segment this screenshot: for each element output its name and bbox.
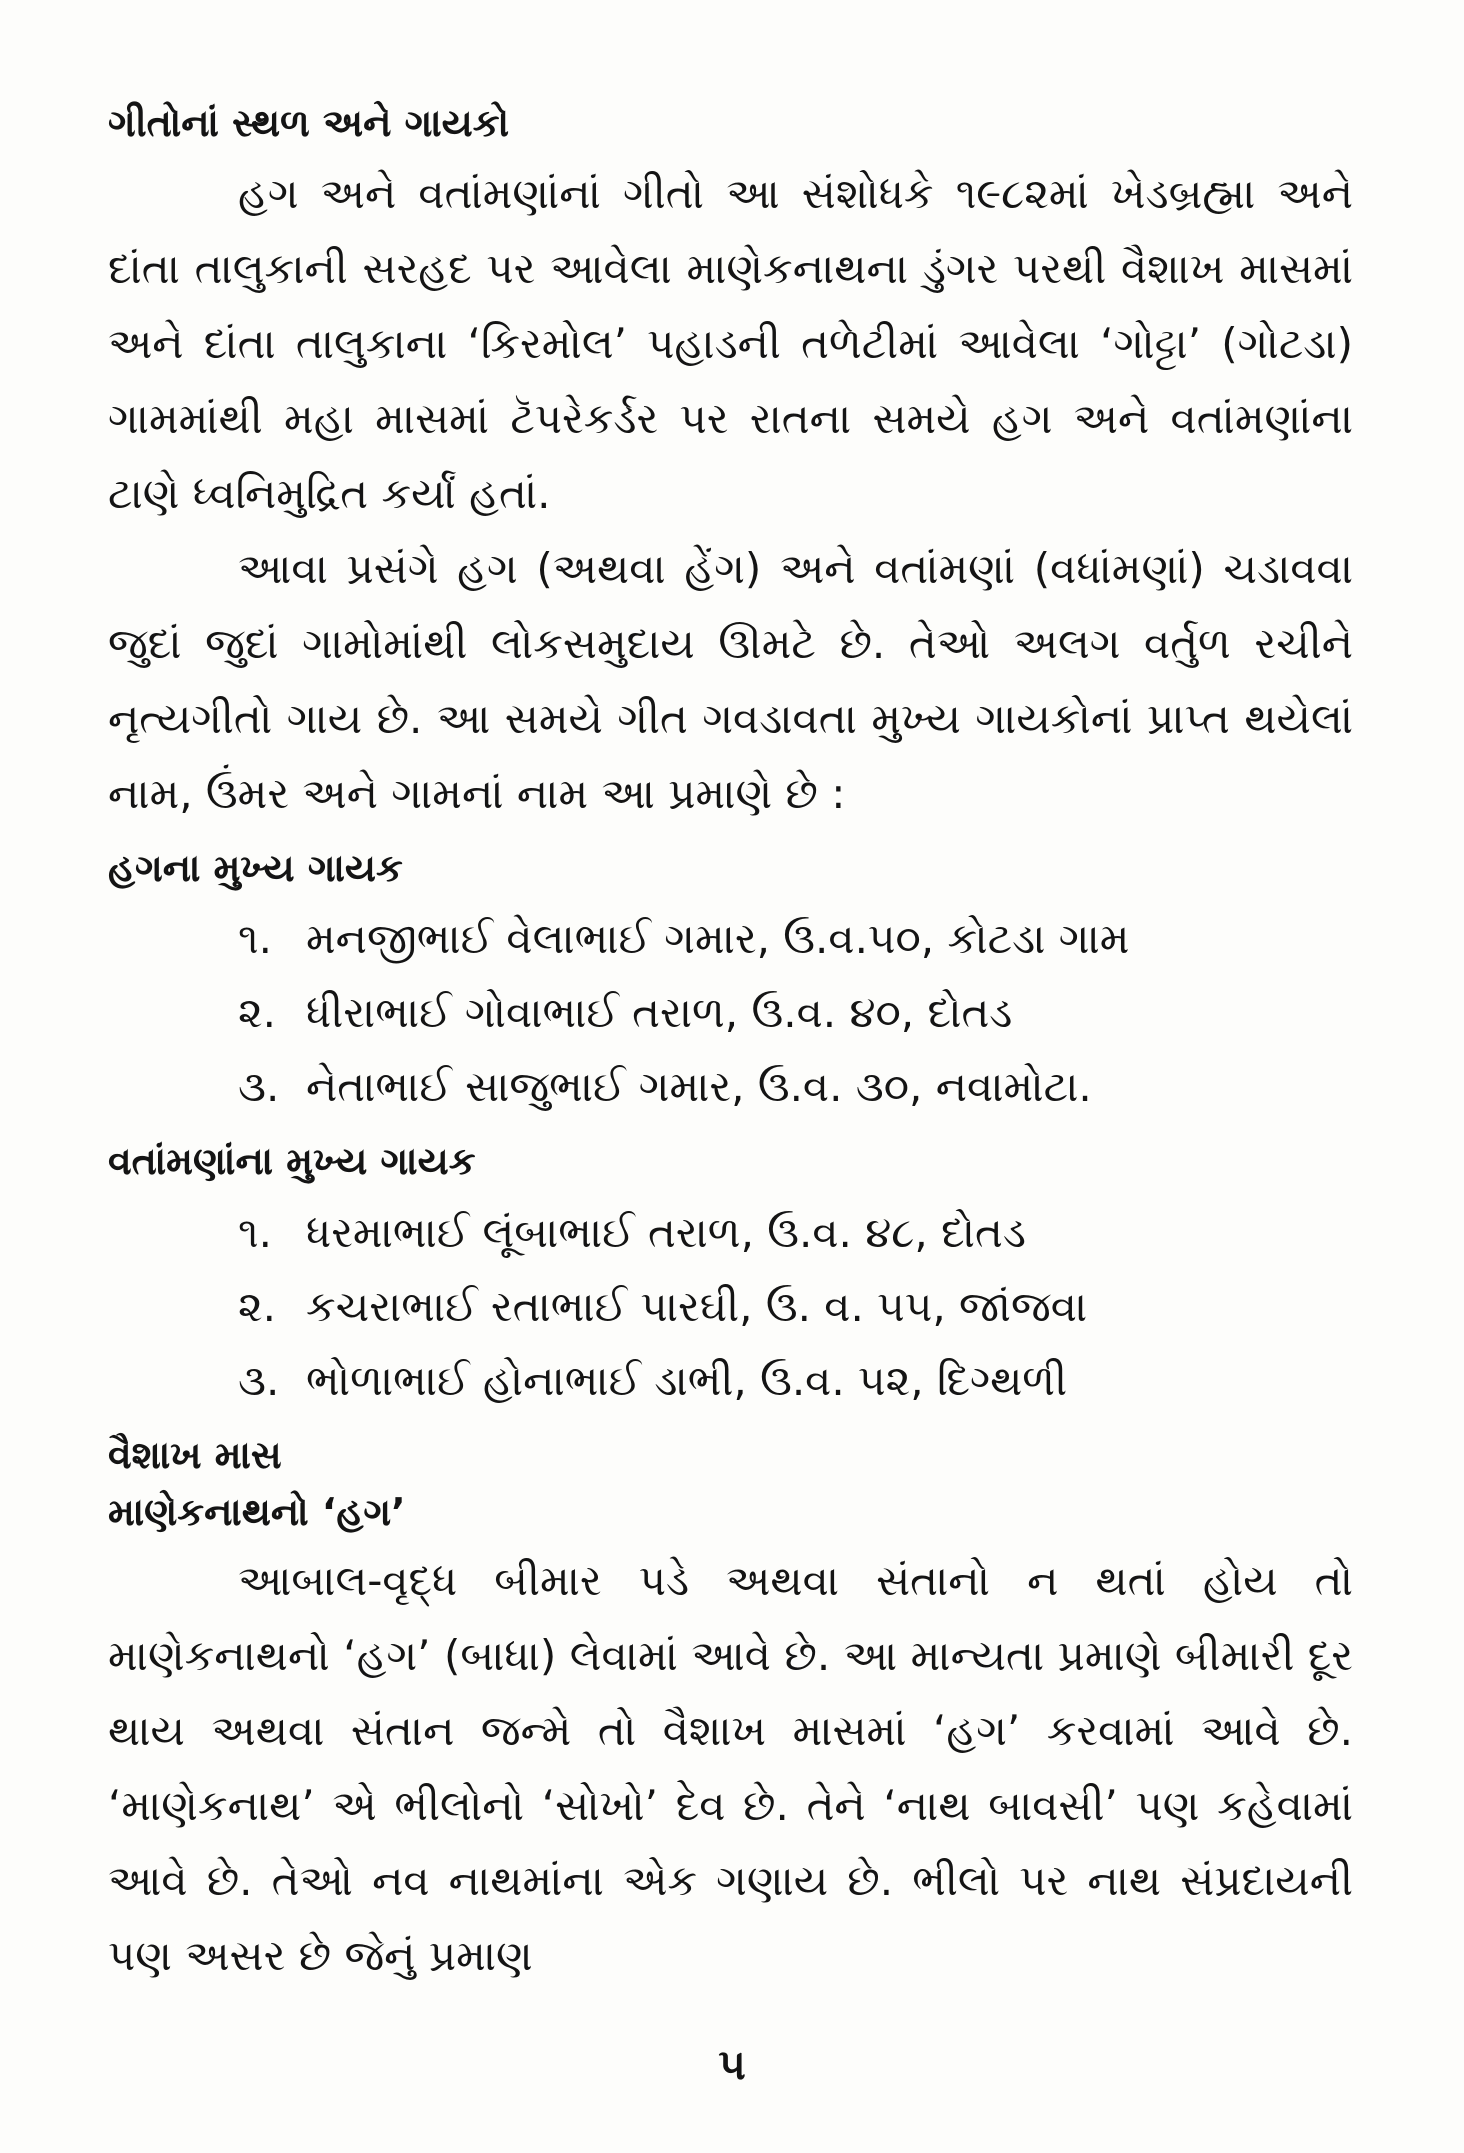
list-item bbox=[238, 1270, 1353, 1344]
paragraph-recording-info: હગ અને વતાંમણાંનાં ગીતો આ સંશોધકે ૧૯૮૨માં ખેડબ્રહ્મા અને દાંતા તાલુકાની સરહદ પર આવેલા માણેકનાથના ડુંગર પરથી વૈશાખ માસમાં અને દાંતા તાલુકાના ‘કિરમોલ’ પહાડની તળેટીમાં આવેલા ‘ગોટ્ટા’ (ગોટડા) ગામમાંથી મહા માસમાં ટૅપરેકર્ડર પર રાતના સમયે હગ અને વતાંમણાંના ટાણે ધ્વનિમુદ્રિત કર્યાં હતાં. bbox=[108, 168, 1353, 518]
hag-singers-heading: હગના મુખ્ય ગાયક bbox=[108, 845, 403, 890]
page-content bbox=[108, 100, 1353, 1993]
vatamana-singers-list bbox=[108, 1196, 1353, 1418]
list-item-number: ૨. bbox=[238, 1281, 277, 1331]
vatamana-singers-heading: વતાંમણાંના મુખ્ય ગાયક bbox=[108, 1139, 476, 1183]
paragraph-maneknath: આબાલ-વૃદ્ધ બીમાર પડે અથવા સંતાનો ન થતાં હોય તો માણેકનાથનો ‘હગ’ (બાધા) લેવામાં આવે છે. આ માન્યતા પ્રમાણે બીમારી દૂર થાય અથવા સંતાન જન્મે તો વૈશાખ માસમાં ‘હગ’ કરવામાં આવે છે. ‘માણેકનાથ’ એ ભીલોનો ‘સોખો’ દેવ છે. તેને ‘નાથ બાવસી’ પણ કહેવામાં આવે છે. તેઓ નવ નાથમાંના એક ગણાય છે. ભીલો પર નાથ સંપ્રદાયની પણ અસર છે જેનું પ્રમાણ bbox=[108, 1555, 1353, 1980]
list-item-text: ધરમાભાઈ લૂંબાભાઈ તરાળ, ઉ.વ. ૪૮, દોતડ bbox=[306, 1207, 1026, 1257]
list-item-number: ૩. bbox=[238, 1062, 280, 1111]
list-item-text: ધીરાભાઈ ગોવાભાઈ તરાળ, ઉ.વ. ૪૦, દોતડ bbox=[306, 988, 1013, 1037]
list-item bbox=[238, 976, 1353, 1050]
list-item bbox=[238, 1196, 1353, 1270]
vaishakh-heading: વૈશાખ માસ bbox=[108, 1432, 282, 1477]
maneknath-heading: માણેકનાથનો ‘હગ’ bbox=[108, 1490, 406, 1534]
hag-singers-list bbox=[108, 902, 1353, 1124]
list-item-text: નેતાભાઈ સાજુભાઈ ગમાર, ઉ.વ. ૩૦, નવામોટા. bbox=[306, 1062, 1092, 1111]
paragraph-singers-intro: આવા પ્રસંગે હગ (અથવા હેંગ) અને વતાંમણાં (વધાંમણાં) ચડાવવા જુદાં જુદાં ગામોમાંથી લોકસમુદાય ઊમટે છે. તેઓ અલગ વર્તુળ રચીને નૃત્યગીતો ગાય છે. આ સમયે ગીત ગવડાવતા મુખ્ય ગાયકોનાં પ્રાપ્ત થયેલાં નામ, ઉંમર અને ગામનાં નામ આ પ્રમાણે છે : bbox=[108, 543, 1353, 818]
list-item bbox=[238, 1344, 1353, 1418]
section-title: ગીતોનાં સ્થળ અને ગાયકો bbox=[108, 101, 510, 145]
list-item bbox=[238, 902, 1353, 976]
list-item-number: ૨. bbox=[238, 988, 277, 1037]
list-item-text: કચરાભાઈ રતાભાઈ પારઘી, ઉ. વ. ૫૫, જાંજવા bbox=[306, 1281, 1088, 1331]
list-item-text: ભોળાભાઈ હોનાભાઈ ડાભી, ઉ.વ. ૫૨, દિગ્થળી bbox=[306, 1355, 1068, 1405]
list-item-number: ૩. bbox=[238, 1355, 280, 1405]
list-item-number: ૧. bbox=[238, 914, 272, 963]
list-item bbox=[238, 1050, 1353, 1124]
list-item-text: મનજીભાઈ વેલાભાઈ ગમાર, ઉ.વ.૫૦, કોટડા ગામ bbox=[306, 914, 1130, 963]
page-number: ૫ bbox=[718, 2040, 746, 2089]
list-item-number: ૧. bbox=[238, 1207, 272, 1257]
